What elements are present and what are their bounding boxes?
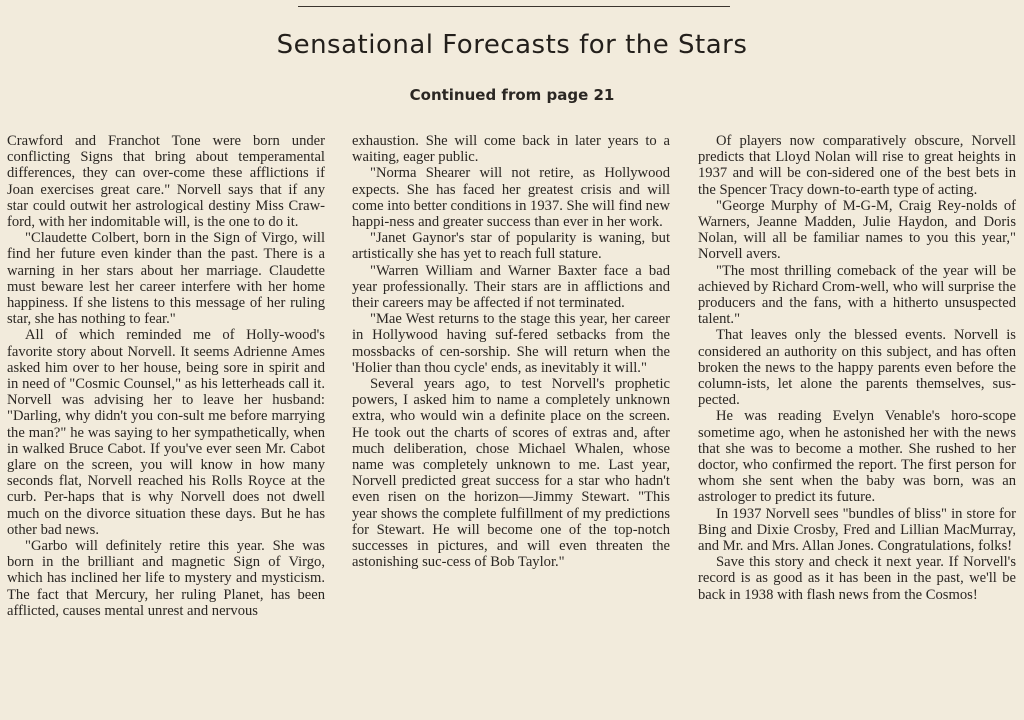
text-column-2 [352,133,670,570]
text-column-1 [7,133,325,619]
paragraph: Several years ago, to test Norvell's prophetic powers, I asked him to name a completely unknown extra, who would win a definite place on the screen. He took out the charts of scores of extras and, after much deliberation, chose Michael Whalen, whose name was completely unknown to me. Last year, Norvell predicted great success for a star who hadn't even risen on the horizon—Jimmy Stewart. "This year shows the complete fulfillment of my predictions for Stewart. He will become one of the top-notch successes in pictures, and will even threaten the astonishing suc-cess of Bob Taylor." [352,376,670,571]
paragraph: "Garbo will definitely retire this year. She was born in the brilliant and magnetic Sign of Virgo, which has inclined her life to mystery and mysticism. The fact that Mercury, her ruling Planet, has been afflicted, causes mental unrest and nervous [7,538,325,619]
paragraph: "Warren William and Warner Baxter face a bad year professionally. Their stars are in afflictions and their careers may be affected if not terminated. [352,262,670,312]
article-title: Sensational Forecasts for the Stars [276,30,748,60]
top-rule [298,6,730,7]
paragraph: "The most thrilling comeback of the year will be achieved by Richard Crom-well, who will surprise the producers and the fans, with a hitherto unsuspected talent." [698,262,1016,328]
paragraph: "Norma Shearer will not retire, as Hollywood expects. She has faced her greatest crisis and will come into better conditions in 1937. She will find new happi-ness and greater success than ever in her work. [352,165,670,231]
paragraph: Of players now comparatively obscure, Norvell predicts that Lloyd Nolan will rise to great heights in 1937 and will be con-sidered one of the best bets in the Spencer Tracy down-to-earth type of acting. [698,133,1016,198]
paragraph: In 1937 Norvell sees "bundles of bliss" in store for Bing and Dixie Crosby, Fred and Lillian MacMurray, and Mr. and Mrs. Allan Jones. Congratulations, folks! [698,505,1016,555]
paragraph: All of which reminded me of Holly-wood's favorite story about Norvell. It seems Adrienne Ames asked him over to her house, being sore in spirit and in need of "Cosmic Counsel," as his letterheads call it. Norvell was advising her to leave her husband: "Darling, why didn't you con-sult me before marrying the man?" he was saying to her sympathetically, when in walked Bruce Cabot. If you've ever seen Mr. Cabot glare on the screen, you will know in how many seconds flat, Norvell reached his Rolls Royce at the curb. Per-haps that is why Norvell does not dwell much on the divorce situation these days. But he has other bad news. [7,327,325,538]
continued-note: Continued from page 21 [409,86,615,104]
paragraph: He was reading Evelyn Venable's horo-scope sometime ago, when he astonished her with the news that she was to become a mother. She rushed to her doctor, who confirmed the report. The first person for whom she sent when the baby was born, was an astrologer to predict its future. [698,408,1016,506]
paragraph: That leaves only the blessed events. Norvell is considered an authority on this subject, and has often broken the news to the happy parents even before the column-ists, let alone the parents themselves, sus-pected. [698,327,1016,409]
paragraph: Save this story and check it next year. If Norvell's record is as good as it has been in the past, we'll be back in 1938 with flash news from the Cosmos! [698,554,1016,603]
paragraph: "George Murphy of M-G-M, Craig Rey-nolds of Warners, Jeanne Madden, Julie Haydon, and Doris Nolan, will all be familiar names to you this year," Norvell avers. [698,197,1016,263]
text-column-3 [698,133,1016,603]
paragraph: "Mae West returns to the stage this year, her career in Hollywood having suf-fered setbacks from the mossbacks of cen-sorship. She will return when the 'Holier than thou cycle' ends, as inevitably it will." [352,311,670,376]
paragraph: "Janet Gaynor's star of popularity is waning, but artistically she has yet to reach full stature. [352,230,670,263]
paragraph: Crawford and Franchot Tone were born under conflicting Signs that bring about temperamental differences, they can over-come these afflictions if Joan exercises great care." Norvell says that if any star could outwit her astrological destiny Miss Craw-ford, with her indomitable will, is the one to do it. [7,133,325,231]
paragraph: exhaustion. She will come back in later years to a waiting, eager public. [352,133,670,166]
paragraph: "Claudette Colbert, born in the Sign of Virgo, will find her future even kinder than the past. There is a warning in her stars about her marriage. Claudette must beware lest her career interfere with her home happiness. If she listens to this message of her ruling star, she has nothing to fear." [7,230,325,328]
